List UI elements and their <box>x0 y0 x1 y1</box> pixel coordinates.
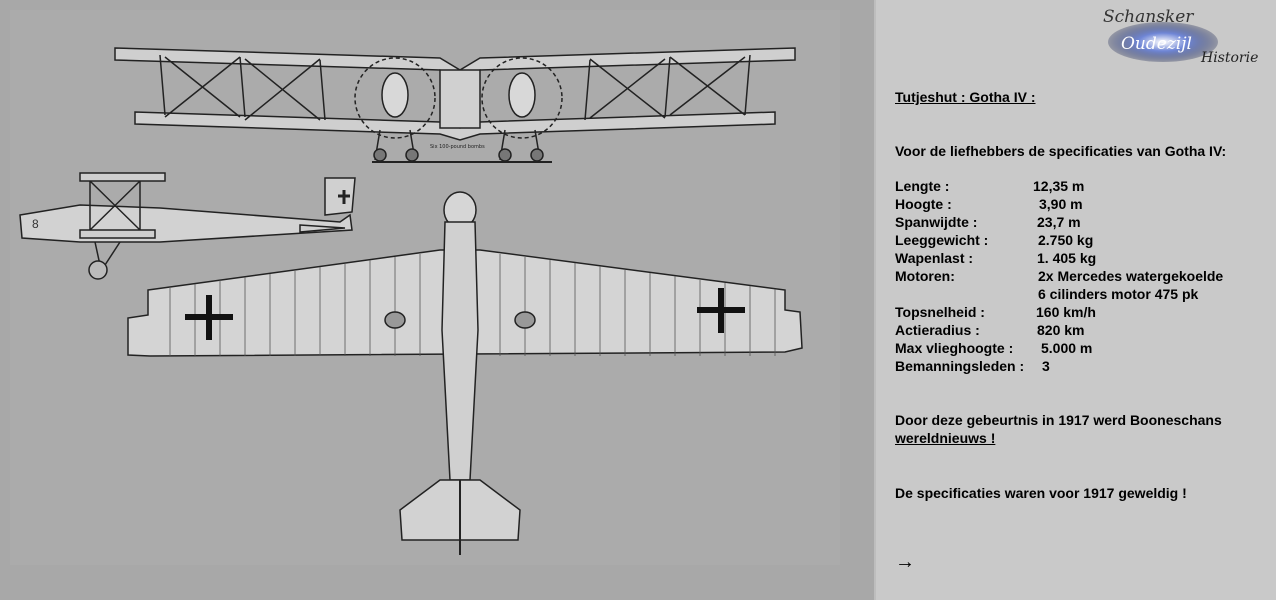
news-link[interactable]: wereldnieuws ! <box>895 430 996 446</box>
page-title: Tutjeshut : Gotha IV : <box>895 89 1036 105</box>
spec-value: 820 km <box>1037 322 1085 338</box>
spec-label: Bemanningsleden : <box>895 358 1025 374</box>
svg-text:8: 8 <box>32 217 39 231</box>
spec-value: 3 <box>1042 358 1050 374</box>
spec-value: 2x Mercedes watergekoelde <box>1038 268 1224 284</box>
spec-label: Lengte : <box>895 178 950 194</box>
spec-label: Hoogte : <box>895 196 952 212</box>
spec-label: Leeggewicht : <box>895 232 989 248</box>
spec-value: 2.750 kg <box>1038 232 1094 248</box>
spec-value: 160 km/h <box>1036 304 1096 320</box>
bomb-label: Six 100-pound bombs <box>430 144 485 150</box>
spec-label: Motoren: <box>895 268 955 284</box>
intro-text: Voor de liefhebbers de specificaties van Gotha IV: <box>895 143 1227 159</box>
spec-value: 5.000 m <box>1041 340 1093 356</box>
spec-value: 1. 405 kg <box>1037 250 1097 266</box>
spec-value: 3,90 m <box>1039 196 1083 212</box>
spec-value: 6 cilinders motor 475 pk <box>1038 286 1199 302</box>
text-panel <box>876 0 1276 600</box>
site-logo[interactable] <box>1101 4 1271 68</box>
spec-label: Spanwijdte : <box>895 214 978 230</box>
spec-value: 12,35 m <box>1033 178 1085 194</box>
news-text: Door deze gebeurtnis in 1917 werd Booneschans <box>895 412 1222 428</box>
spec-label: Wapenlast : <box>895 250 974 266</box>
spec-value: 23,7 m <box>1037 214 1081 230</box>
next-arrow-icon[interactable]: → <box>895 551 915 573</box>
spec-label: Max vlieghoogte : <box>895 340 1014 356</box>
svg-text:Oudezijl: Oudezijl <box>1121 34 1192 54</box>
closing-text: De specificaties waren voor 1917 geweldig ! <box>895 485 1187 501</box>
spec-label: Topsnelheid : <box>895 304 985 320</box>
svg-text:Schansker: Schansker <box>1103 7 1194 27</box>
svg-text:Historie: Historie <box>1201 50 1259 66</box>
spec-label: Actieradius : <box>895 322 980 338</box>
